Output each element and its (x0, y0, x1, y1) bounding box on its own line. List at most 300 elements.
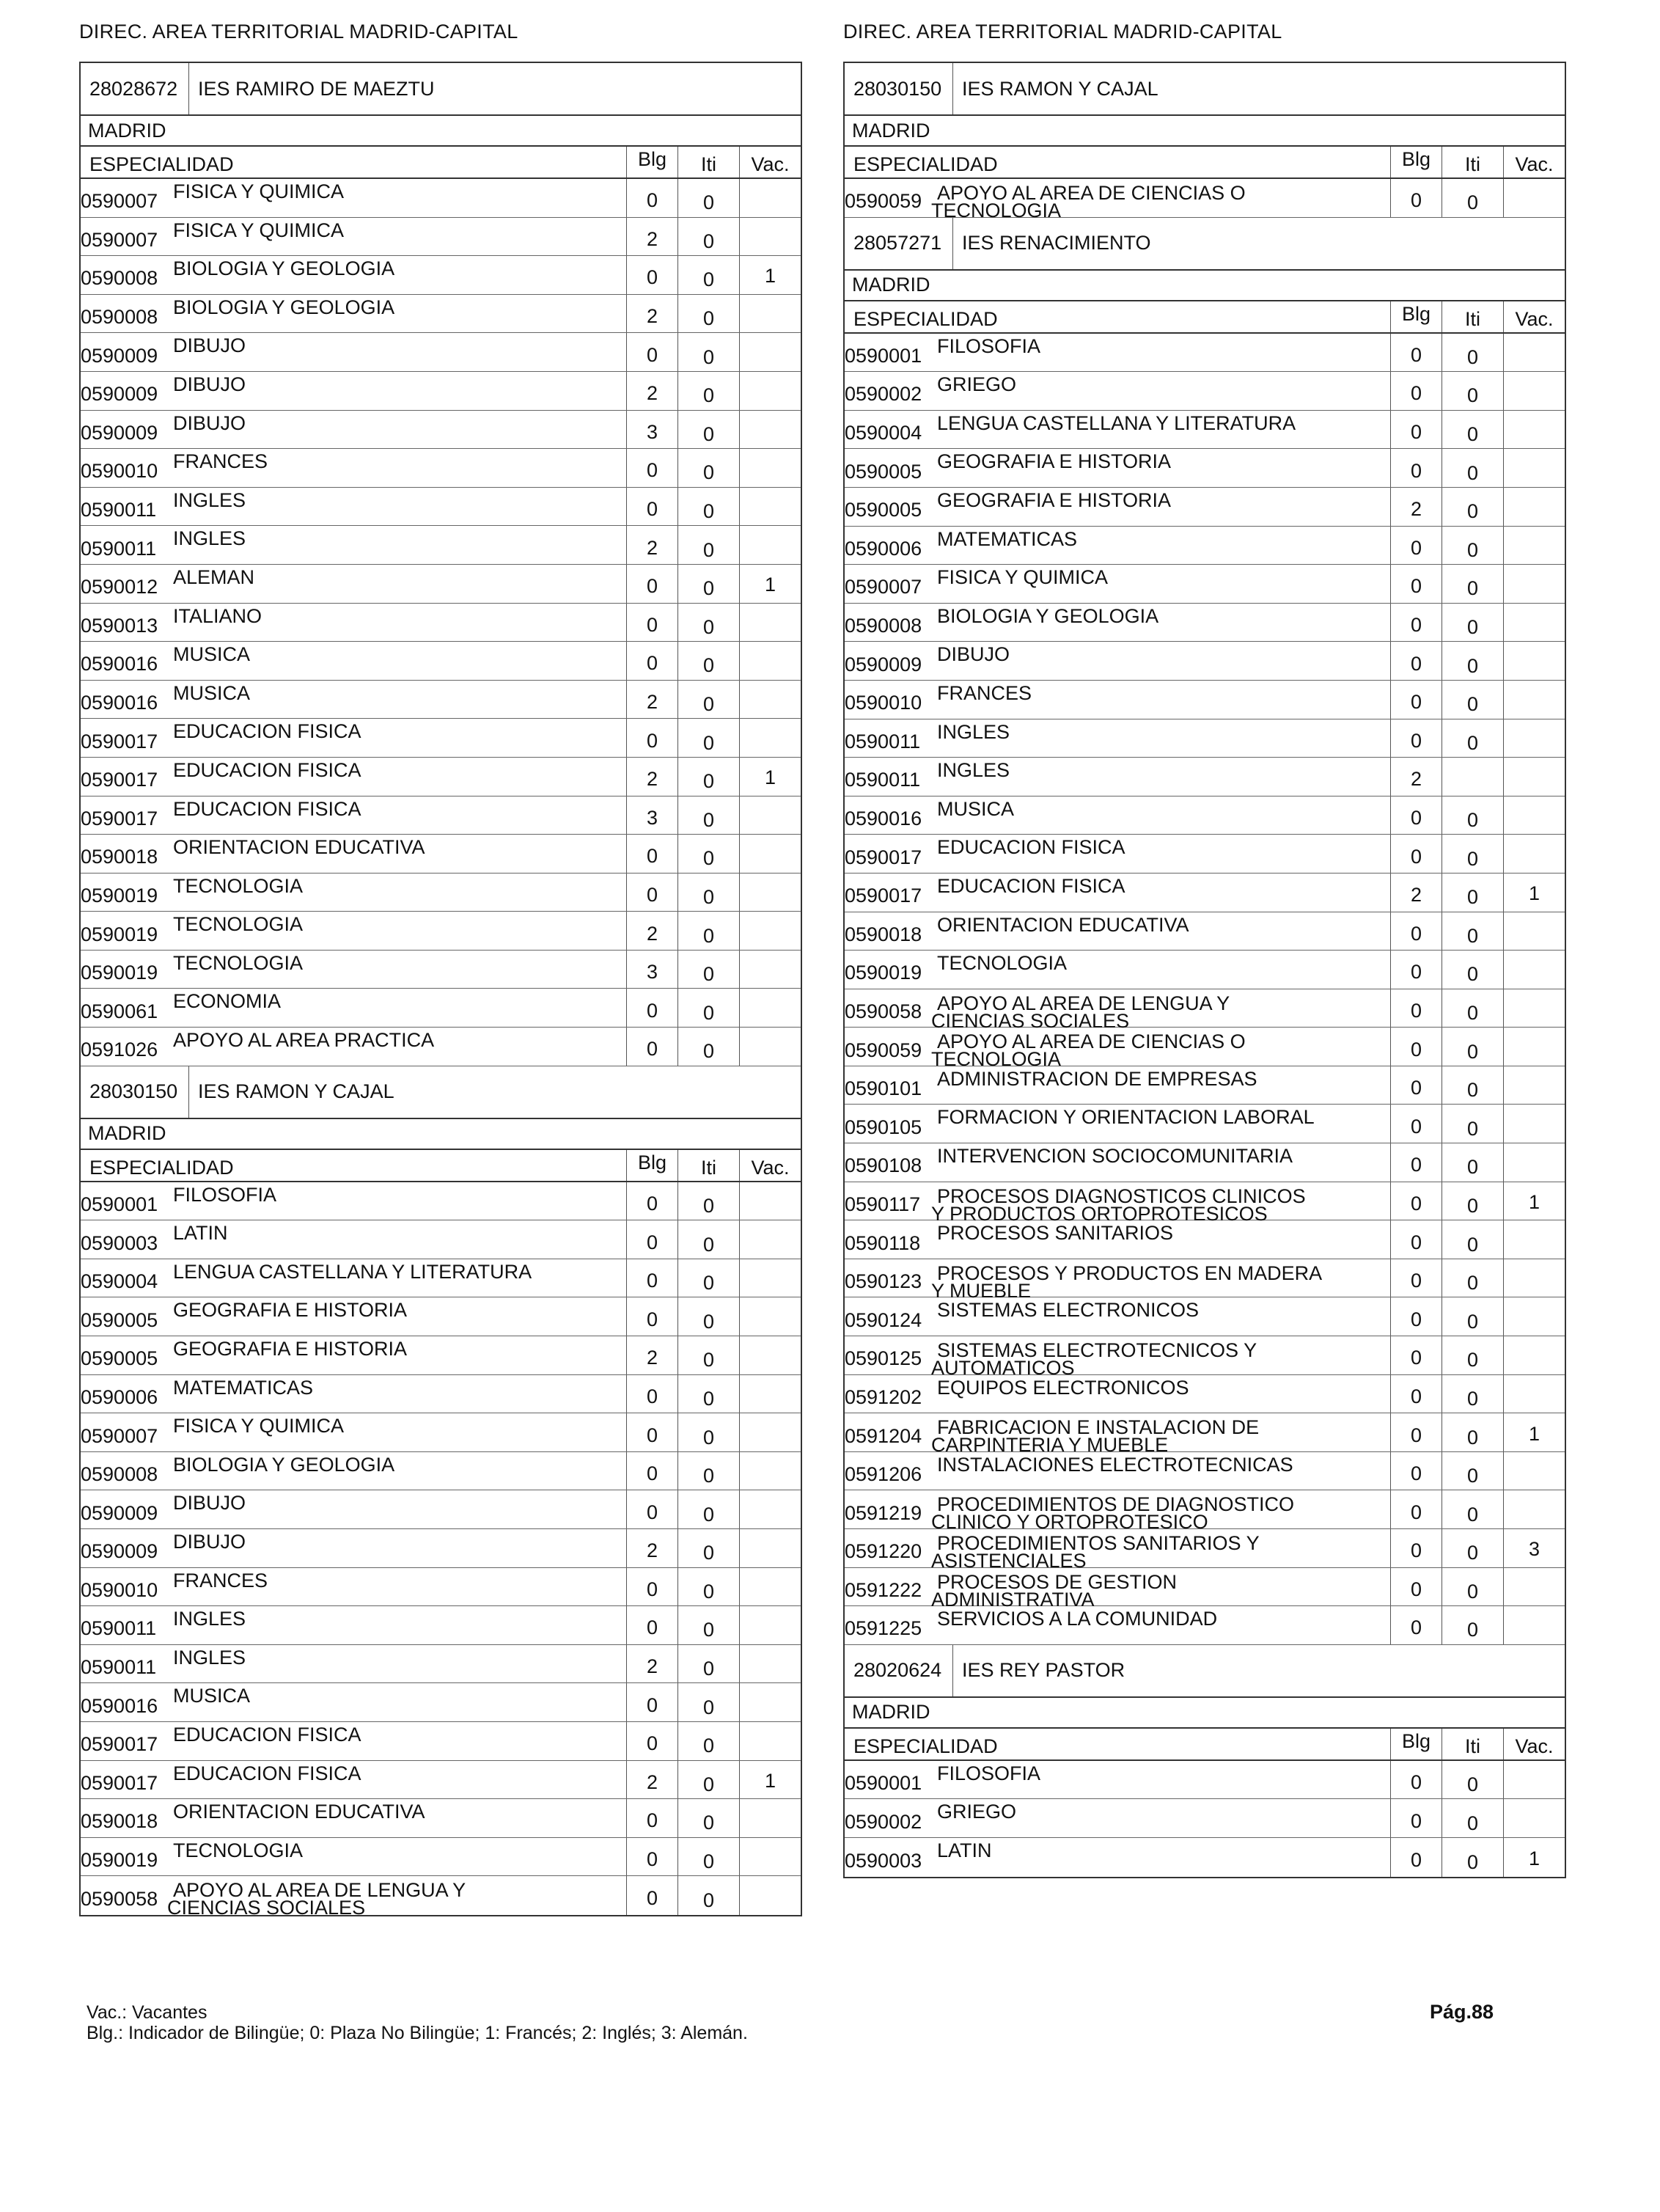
specialty-name-line1: DIBUJO (173, 411, 246, 434)
column-header (845, 147, 1565, 179)
iti-value: 0 (677, 565, 739, 603)
specialty-name-line1: TECNOLOGIA (173, 913, 304, 936)
table-row (845, 604, 1565, 642)
specialty-name-line1: FILOSOFIA (937, 1762, 1041, 1784)
center-header (81, 1066, 801, 1119)
specialty-name-line1: GEOGRAFIA E HISTORIA (937, 488, 1172, 511)
iti-value: 0 (677, 912, 739, 950)
specialty-name (937, 1066, 1390, 1105)
table-row (81, 449, 801, 488)
vac-value (1503, 565, 1565, 603)
specialty-name (173, 372, 626, 410)
specialty-code: 0590017 (81, 807, 158, 830)
vac-value (739, 1220, 801, 1259)
specialty-name-line1: DIBUJO (173, 373, 246, 395)
specialty-name-line2: ASISTENCIALES (931, 1550, 1087, 1572)
specialty-name-line1: EQUIPOS ELECTRONICOS (937, 1376, 1189, 1399)
specialty-name (173, 1761, 626, 1799)
table-row (845, 1375, 1565, 1414)
specialty-name-line1: EDUCACION FISICA (173, 797, 361, 820)
vac-value (739, 1645, 801, 1683)
specialty-code: 0590009 (81, 383, 158, 406)
specialty-name (173, 1722, 626, 1760)
blg-value: 0 (1390, 527, 1442, 565)
specialty-name (931, 1182, 1390, 1225)
vac-value (739, 1297, 801, 1336)
specialty-code: 0590009 (81, 1501, 158, 1524)
specialty-name-line1: DIBUJO (173, 1492, 246, 1515)
specialty-code: 0590019 (845, 962, 922, 984)
specialty-name-line1: TECNOLOGIA (173, 874, 304, 897)
vac-value (739, 1722, 801, 1760)
specialty-code: 0590010 (81, 460, 158, 483)
specialty-name (931, 1490, 1390, 1534)
table-row (81, 372, 801, 411)
vac-value (1503, 681, 1565, 719)
iti-value: 0 (1442, 874, 1503, 912)
vac-value (739, 295, 801, 333)
specialty-name (937, 1105, 1390, 1143)
iti-value: 0 (677, 1799, 739, 1837)
specialty-name (173, 796, 626, 835)
specialty-code: 0590001 (81, 1193, 158, 1215)
table-row (845, 334, 1565, 373)
blg-value: 0 (1390, 642, 1442, 680)
center-name: IES REY PASTOR (962, 1659, 1125, 1682)
iti-value: 0 (1442, 796, 1503, 835)
specialty-code: 0590005 (845, 460, 922, 483)
header-iti: Iti (1442, 147, 1503, 177)
vac-value (1503, 527, 1565, 565)
specialty-name-line1: ORIENTACION EDUCATIVA (173, 1801, 425, 1823)
specialty-name-line2: AUTOMATICOS (931, 1357, 1075, 1380)
vac-value (739, 1876, 801, 1915)
iti-value: 0 (1442, 1105, 1503, 1143)
blg-value: 0 (1390, 1336, 1442, 1374)
specialty-name (937, 449, 1390, 487)
table-row (81, 912, 801, 951)
specialty-code: 0590009 (81, 344, 158, 367)
specialty-name-line1: EDUCACION FISICA (173, 720, 361, 743)
specialty-name (937, 1220, 1390, 1259)
specialty-name (931, 989, 1390, 1032)
specialty-code: 0590016 (81, 653, 158, 675)
table-row (81, 1529, 801, 1568)
iti-value: 0 (1442, 1529, 1503, 1567)
iti-value: 0 (677, 796, 739, 835)
specialty-name (167, 1876, 626, 1919)
blg-value: 0 (1390, 951, 1442, 989)
vac-value (1503, 758, 1565, 796)
specialty-name-line1: ADMINISTRACION DE EMPRESAS (937, 1067, 1257, 1090)
iti-value: 0 (677, 1722, 739, 1760)
specialty-name (173, 1452, 626, 1490)
table-row (845, 1529, 1565, 1572)
specialty-name-line1: EDUCACION FISICA (173, 1723, 361, 1746)
vac-value (1503, 951, 1565, 989)
specialty-name-line1: PROCESOS SANITARIOS (937, 1222, 1174, 1245)
table-row (81, 719, 801, 758)
iti-value: 0 (1442, 1143, 1503, 1182)
blg-value: 2 (626, 218, 677, 256)
table-row (81, 256, 801, 295)
specialty-code: 0591026 (81, 1039, 158, 1061)
specialty-name-line1: INGLES (173, 1646, 246, 1669)
table-row (845, 874, 1565, 912)
header-vac: Vac. (739, 147, 801, 177)
iti-value: 0 (677, 526, 739, 564)
table-row (845, 796, 1565, 835)
specialty-name-line2: TECNOLOGIA (931, 1048, 1062, 1071)
iti-value: 0 (677, 1028, 739, 1066)
specialty-name (937, 1297, 1390, 1336)
specialty-code: 0590004 (845, 422, 922, 444)
vac-value (739, 1838, 801, 1876)
vac-value (739, 333, 801, 371)
specialty-name (173, 1220, 626, 1259)
center-block (843, 62, 1566, 221)
blg-value: 0 (1390, 179, 1442, 217)
specialty-name (931, 1568, 1390, 1611)
table-row (81, 1838, 801, 1877)
specialty-name (173, 1645, 626, 1683)
blg-value: 0 (626, 179, 677, 217)
specialty-name (937, 912, 1390, 951)
iti-value: 0 (677, 449, 739, 487)
blg-value: 0 (1390, 1105, 1442, 1143)
blg-value: 0 (626, 1452, 677, 1490)
vac-value (1503, 1220, 1565, 1259)
specialty-name-line1: SISTEMAS ELECTRONICOS (937, 1299, 1200, 1322)
vac-value (739, 179, 801, 217)
blg-value: 0 (1390, 1838, 1442, 1877)
specialty-name (937, 1606, 1390, 1644)
vac-value (1503, 1452, 1565, 1490)
vac-value (739, 1182, 801, 1220)
table-row (845, 719, 1565, 758)
center-code: 28057271 (845, 218, 953, 269)
center-name: IES RAMON Y CAJAL (962, 77, 1158, 100)
iti-value: 0 (1442, 372, 1503, 410)
page-number: Pág.88 (1430, 2001, 1494, 2023)
vac-value: 1 (1503, 1838, 1565, 1877)
iti-value: 0 (677, 1645, 739, 1683)
iti-value: 0 (1442, 951, 1503, 989)
blg-value: 0 (626, 1182, 677, 1220)
specialty-name-line1: BIOLOGIA Y GEOLOGIA (173, 257, 395, 280)
iti-value: 0 (677, 642, 739, 680)
vac-value (1503, 1375, 1565, 1413)
blg-value: 0 (1390, 1799, 1442, 1837)
vac-value (1503, 1490, 1565, 1528)
iti-value: 0 (677, 1413, 739, 1451)
blg-value: 0 (1390, 1375, 1442, 1413)
vac-value: 1 (739, 256, 801, 294)
table-row (845, 1105, 1565, 1143)
blg-value: 0 (626, 1606, 677, 1644)
iti-value: 0 (677, 1452, 739, 1490)
vac-value: 1 (1503, 1182, 1565, 1220)
center-header (845, 63, 1565, 116)
specialty-name-line1: FRANCES (173, 1569, 268, 1592)
iti-value: 0 (1442, 1838, 1503, 1877)
iti-value: 0 (677, 333, 739, 371)
iti-value: 0 (1442, 719, 1503, 758)
vac-value (1503, 372, 1565, 410)
specialty-code: 0591219 (845, 1501, 922, 1524)
vac-value (1503, 449, 1565, 487)
iti-value: 0 (1442, 912, 1503, 951)
iti-value: 0 (677, 1838, 739, 1876)
specialty-name (173, 1683, 626, 1721)
blg-value: 2 (626, 681, 677, 719)
table-row (81, 218, 801, 257)
specialty-name (937, 681, 1390, 719)
specialty-name-line1: INGLES (173, 488, 246, 511)
specialty-code: 0590005 (81, 1347, 158, 1370)
specialty-name-line1: SERVICIOS A LA COMUNIDAD (937, 1608, 1218, 1630)
header-especialidad: ESPECIALIDAD (853, 1735, 998, 1757)
center-name: IES RENACIMIENTO (962, 232, 1151, 254)
specialty-name-line1: INGLES (937, 720, 1010, 743)
specialty-code: 0590011 (845, 769, 921, 791)
vac-value (739, 835, 801, 873)
iti-value: 0 (677, 1375, 739, 1413)
specialty-code: 0590125 (845, 1347, 922, 1370)
vac-value (1503, 1761, 1565, 1799)
specialty-name-line1: TECNOLOGIA (173, 1839, 304, 1861)
vac-value (1503, 334, 1565, 372)
specialty-name-line1: FORMACION Y ORIENTACION LABORAL (937, 1106, 1315, 1129)
blg-value: 0 (626, 874, 677, 912)
specialty-code: 0590005 (845, 499, 922, 521)
center-header (81, 63, 801, 116)
specialty-code: 0590017 (845, 846, 922, 868)
blg-value: 2 (1390, 874, 1442, 912)
iti-value: 0 (677, 1490, 739, 1528)
table-row (81, 1645, 801, 1684)
blg-value: 0 (1390, 1182, 1442, 1220)
table-row (845, 1568, 1565, 1611)
specialty-name-line1: FILOSOFIA (173, 1183, 277, 1206)
blg-value: 0 (1390, 1297, 1442, 1336)
table-row (845, 1413, 1565, 1457)
table-row (81, 758, 801, 796)
specialty-code: 0590008 (845, 615, 922, 637)
specialty-name (937, 874, 1390, 912)
center-block (79, 62, 802, 1066)
specialty-name-line1: TECNOLOGIA (173, 951, 304, 974)
specialty-name (173, 1028, 626, 1066)
specialty-code: 0590123 (845, 1270, 922, 1293)
specialty-code: 0590012 (81, 576, 158, 598)
table-row (845, 951, 1565, 989)
header-especialidad: ESPECIALIDAD (853, 153, 998, 175)
vac-value (1503, 1568, 1565, 1606)
specialty-name (937, 642, 1390, 680)
vac-value (739, 796, 801, 835)
specialty-name-line1: PROCESOS Y PRODUCTOS EN MADERA (937, 1261, 1323, 1284)
specialty-name-line1: FISICA Y QUIMICA (173, 219, 345, 241)
specialty-code: 0590005 (81, 1308, 158, 1331)
vac-value (739, 449, 801, 487)
specialty-name-line1: APOYO AL AREA DE LENGUA Y (173, 1879, 466, 1902)
iti-value: 0 (677, 488, 739, 526)
specialty-name-line1: EDUCACION FISICA (173, 1762, 361, 1784)
specialty-name (173, 1568, 626, 1606)
blg-value: 0 (626, 1799, 677, 1837)
blg-value: 0 (626, 1375, 677, 1413)
specialty-name-line1: APOYO AL AREA PRACTICA (173, 1029, 435, 1052)
specialty-name-line1: ECONOMIA (173, 990, 282, 1013)
specialty-name-line1: TECNOLOGIA (937, 952, 1068, 975)
center-name: IES RAMIRO DE MAEZTU (198, 77, 435, 100)
specialty-name (931, 1028, 1390, 1071)
table-row (845, 1297, 1565, 1336)
iti-value: 0 (677, 1876, 739, 1915)
iti-value: 0 (1442, 1606, 1503, 1644)
table-row (81, 1413, 801, 1452)
column-header (81, 147, 801, 179)
specialty-code: 0591222 (845, 1578, 922, 1601)
specialty-name (937, 565, 1390, 603)
specialty-code: 0590011 (81, 537, 157, 560)
table-row (81, 951, 801, 989)
iti-value: 0 (1442, 565, 1503, 603)
specialty-name-line1: ORIENTACION EDUCATIVA (173, 836, 425, 859)
specialty-name-line1: FISICA Y QUIMICA (173, 180, 345, 202)
header-vac: Vac. (1503, 147, 1565, 177)
center-code: 28030150 (845, 63, 953, 114)
center-location: MADRID (845, 271, 1565, 301)
iti-value: 0 (1442, 835, 1503, 873)
specialty-name (937, 1452, 1390, 1490)
table-row (845, 1182, 1565, 1225)
page-header-right: DIREC. AREA TERRITORIAL MADRID-CAPITAL (843, 21, 1282, 43)
header-blg: Blg (1390, 301, 1442, 332)
specialty-code: 0590013 (81, 614, 158, 637)
right-blocks (843, 62, 1566, 1878)
specialty-name (173, 488, 626, 526)
blg-value: 2 (626, 295, 677, 333)
specialty-name-line1: MATEMATICAS (937, 527, 1078, 550)
blg-value: 2 (1390, 488, 1442, 526)
vac-value (1503, 488, 1565, 526)
header-blg: Blg (1390, 1729, 1442, 1759)
blg-value: 0 (626, 1220, 677, 1259)
blg-value: 0 (1390, 1490, 1442, 1528)
table-row (81, 1220, 801, 1259)
table-row (81, 565, 801, 604)
vac-value (739, 372, 801, 410)
iti-value: 0 (1442, 1336, 1503, 1374)
blg-value: 3 (626, 411, 677, 449)
iti-value: 0 (677, 1220, 739, 1259)
specialty-code: 0590019 (81, 884, 158, 907)
specialty-name-line1: FISICA Y QUIMICA (937, 566, 1109, 589)
footer-legend (87, 2002, 748, 2043)
specialty-name (173, 874, 626, 912)
specialty-name-line2: TECNOLOGIA (931, 199, 1062, 221)
blg-value: 0 (1390, 681, 1442, 719)
blg-value: 2 (1390, 758, 1442, 796)
specialty-name-line1: MUSICA (937, 797, 1015, 820)
table-row (81, 1375, 801, 1414)
blg-value: 0 (626, 333, 677, 371)
specialty-name (173, 951, 626, 989)
table-row (81, 604, 801, 642)
iti-value: 0 (677, 1259, 739, 1297)
specialty-code: 0590101 (845, 1077, 922, 1100)
vac-value (1503, 1143, 1565, 1182)
iti-value: 0 (1442, 334, 1503, 372)
specialty-name-line2: Y MUEBLE (931, 1279, 1032, 1302)
iti-value: 0 (677, 179, 739, 217)
specialty-code: 0590017 (81, 730, 158, 752)
specialty-code: 0590009 (845, 653, 922, 675)
iti-value: 0 (1442, 1761, 1503, 1799)
specialty-name-line1: FABRICACION E INSTALACION DE (937, 1416, 1260, 1439)
specialty-code: 0590019 (81, 1849, 158, 1872)
vac-value (1503, 719, 1565, 758)
blg-value: 0 (626, 1838, 677, 1876)
table-row (845, 179, 1565, 221)
table-row (845, 1838, 1565, 1877)
blg-value: 0 (626, 1413, 677, 1451)
center-location: MADRID (845, 1698, 1565, 1729)
center-block (79, 1066, 802, 1919)
specialty-name (173, 218, 626, 256)
vac-value (739, 218, 801, 256)
iti-value: 0 (1442, 642, 1503, 680)
table-row (845, 1336, 1565, 1380)
specialty-name (931, 1336, 1390, 1380)
specialty-code: 0590118 (845, 1231, 921, 1254)
table-row (81, 1799, 801, 1838)
specialty-name-line1: EDUCACION FISICA (937, 836, 1125, 859)
vac-value (1503, 411, 1565, 449)
specialty-code: 0590007 (81, 1424, 158, 1447)
blg-value: 0 (1390, 989, 1442, 1028)
blg-value: 2 (626, 372, 677, 410)
specialty-name-line1: DIBUJO (173, 334, 246, 357)
specialty-name (937, 719, 1390, 758)
specialty-code: 0590117 (845, 1193, 921, 1215)
table-row (81, 179, 801, 218)
vac-value (739, 1336, 801, 1374)
iti-value: 0 (1442, 411, 1503, 449)
specialty-name-line1: INGLES (173, 527, 246, 550)
blg-value: 0 (626, 642, 677, 680)
vac-value (1503, 1606, 1565, 1644)
specialty-name-line1: ITALIANO (173, 604, 262, 627)
vac-value (739, 1799, 801, 1837)
table-row (81, 1028, 801, 1066)
blg-value: 2 (626, 758, 677, 796)
table-row (845, 372, 1565, 411)
specialty-code: 0590058 (845, 1000, 922, 1022)
vac-value (739, 681, 801, 719)
table-row (81, 1182, 801, 1221)
iti-value: 0 (677, 835, 739, 873)
specialty-name-line2: CLINICO Y ORTOPROTESICO (931, 1511, 1208, 1534)
iti-value: 0 (1442, 527, 1503, 565)
specialty-name (937, 1799, 1390, 1837)
specialty-code: 0590016 (81, 1694, 158, 1717)
table-row (81, 642, 801, 681)
table-row (81, 1452, 801, 1491)
specialty-name-line1: MUSICA (173, 681, 251, 704)
